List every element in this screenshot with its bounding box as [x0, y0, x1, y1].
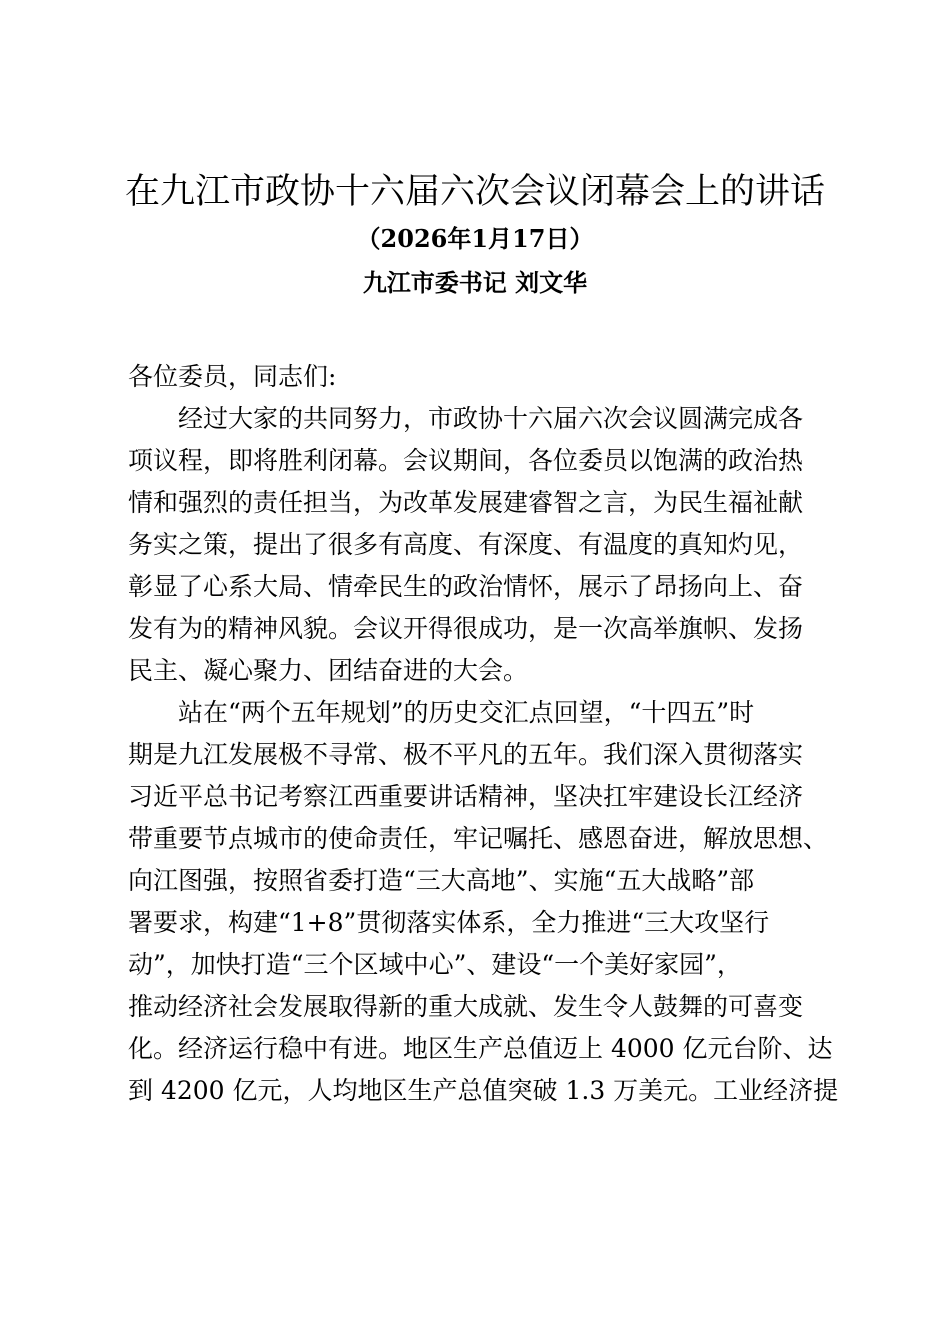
speech-date: （2026年1月17日） — [356, 224, 594, 253]
body-line: 习近平总书记考察江西重要讲话精神，坚决扛牢建设长江经济 — [128, 782, 804, 811]
body-line: 情和强烈的责任担当，为改革发展建睿智之言，为民生福祉献 — [128, 488, 804, 517]
body-line: 项议程，即将胜利闭幕。会议期间，各位委员以饱满的政治热 — [128, 446, 804, 475]
body-line: 民主、凝心聚力、团结奋进的大会。 — [128, 656, 529, 685]
body-line: 推动经济社会发展取得新的重大成就、发生令人鼓舞的可喜变 — [128, 992, 804, 1021]
body-line: 到 4200 亿元，人均地区生产总值突破 1.3 万美元。工业经济提 — [128, 1076, 839, 1105]
body-line: 向江图强，按照省委打造“三大高地”、实施“五大战略”部 — [128, 866, 755, 895]
body-line: 经过大家的共同努力，市政协十六届六次会议圆满完成各 — [128, 404, 804, 433]
body-line: 期是九江发展极不寻常、极不平凡的五年。我们深入贯彻落实 — [128, 740, 804, 769]
body-line: 务实之策，提出了很多有高度、有深度、有温度的真知灼见， — [128, 530, 804, 559]
speech-body — [128, 356, 838, 1112]
body-line: 彰显了心系大局、情牵民生的政治情怀，展示了昂扬向上、奋 — [128, 572, 804, 601]
body-line: 站在“两个五年规划”的历史交汇点回望，“十四五”时 — [128, 698, 755, 727]
speech-author: 九江市委书记 刘文华 — [362, 268, 588, 297]
body-line: 化。经济运行稳中有进。地区生产总值迈上 4000 亿元台阶、达 — [128, 1034, 833, 1063]
body-line: 动”，加快打造“三个区域中心”、建设“一个美好家园”， — [128, 950, 742, 979]
body-line: 署要求，构建“1+8”贯彻落实体系，全力推进“三大攻坚行 — [128, 908, 770, 937]
body-line: 带重要节点城市的使命责任，牢记嘱托、感恩奋进，解放思想、 — [128, 824, 829, 853]
body-line: 发有为的精神风貌。会议开得很成功，是一次高举旗帜、发扬 — [128, 614, 804, 643]
salutation: 各位委员，同志们: — [128, 362, 337, 391]
document-title: 在九江市政协十六届六次会议闭幕会上的讲话 — [124, 172, 825, 212]
